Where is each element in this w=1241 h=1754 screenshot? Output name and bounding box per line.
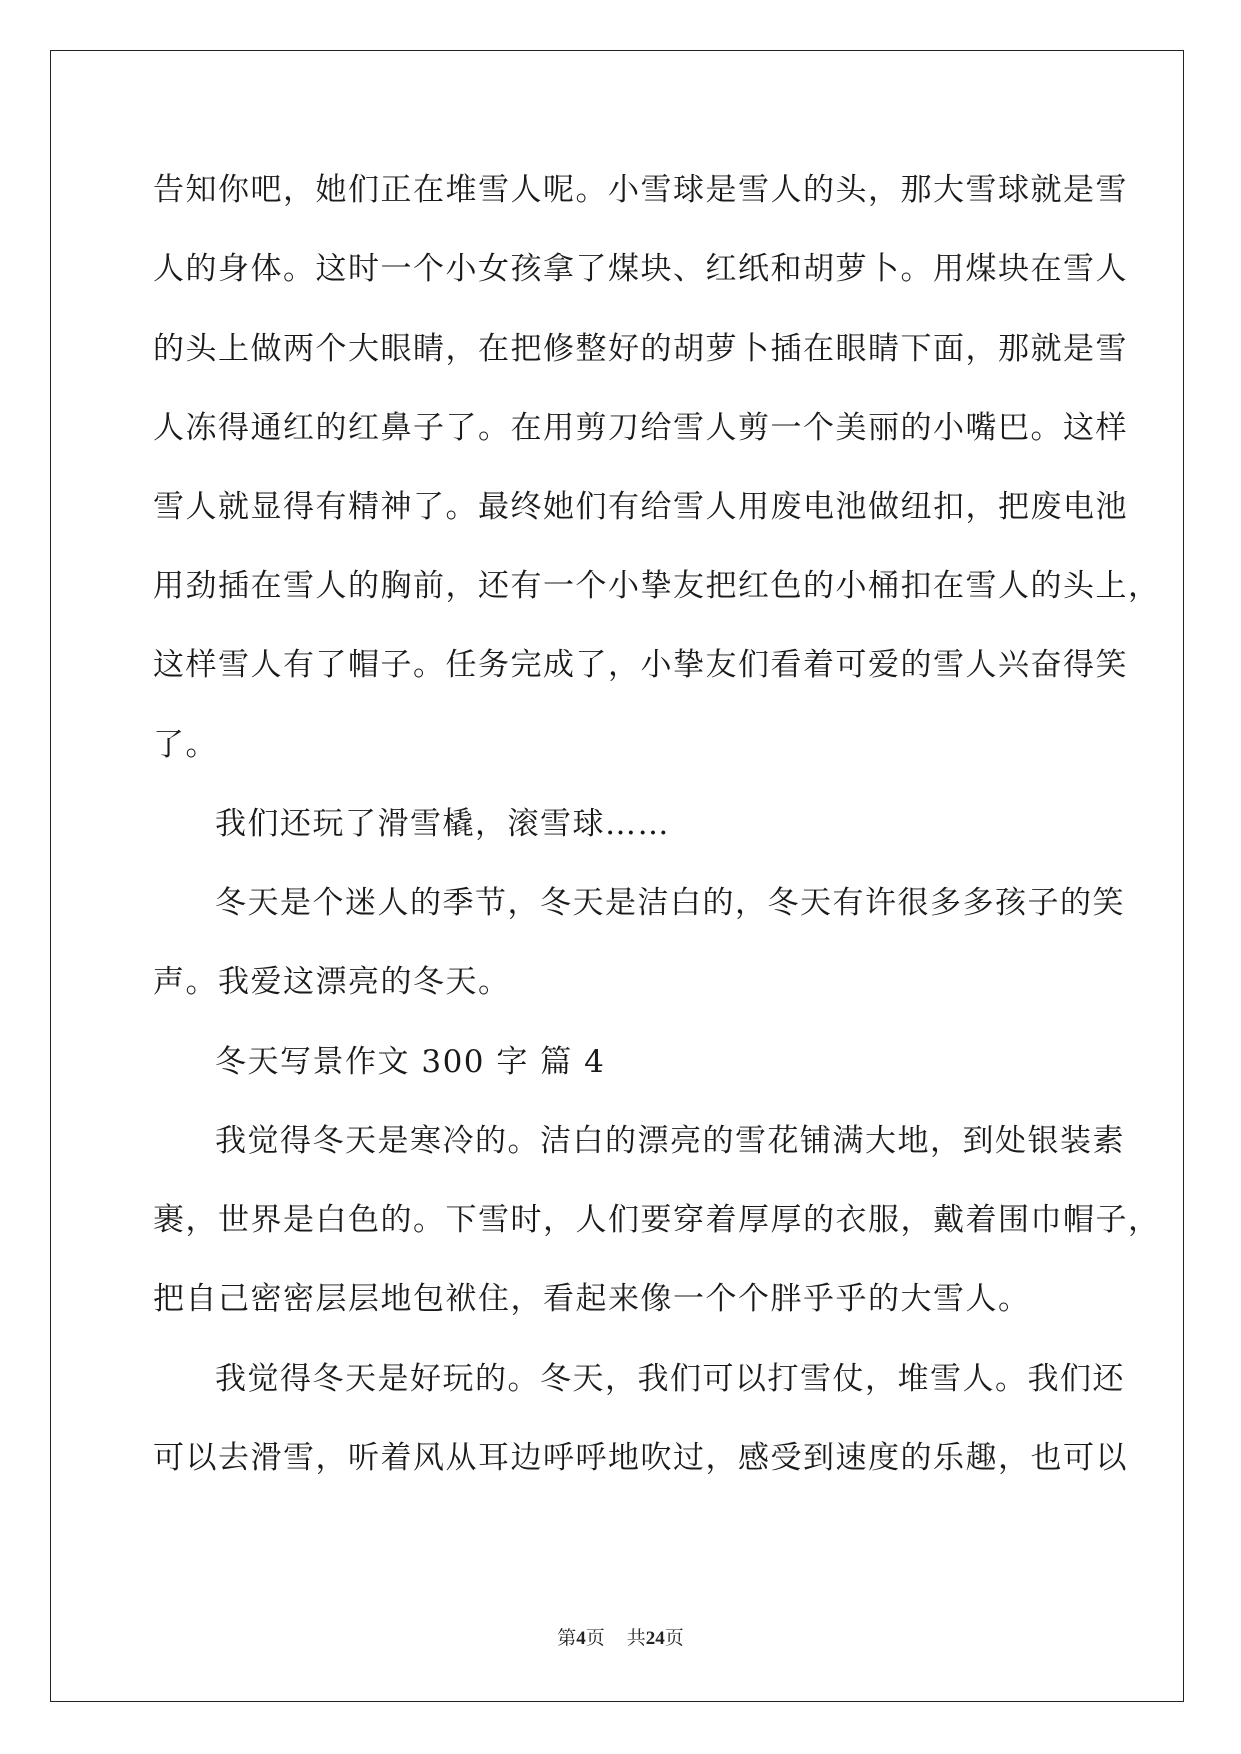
page-total bbox=[627, 1627, 684, 1649]
paragraph-line: 我们还玩了滑雪橇，滚雪球…… bbox=[215, 806, 670, 842]
paragraph-line: 可以去滑雪，听着风从耳边呼呼地吹过，感受到速度的乐趣，也可以 bbox=[153, 1440, 1128, 1476]
paragraph-line: 把自己密密层层地包袱住，看起来像一个个胖乎乎的大雪人。 bbox=[153, 1281, 1031, 1317]
total-suffix: 页 bbox=[664, 1627, 684, 1649]
paragraph-line: 这样雪人有了帽子。任务完成了，小挚友们看着可爱的雪人兴奋得笑 bbox=[153, 647, 1128, 683]
paragraph-line: 我觉得冬天是寒冷的。洁白的漂亮的雪花铺满大地，到处银装素 bbox=[215, 1123, 1125, 1159]
paragraph-line: 雪人就显得有精神了。最终她们有给雪人用废电池做纽扣，把废电池 bbox=[153, 489, 1128, 525]
paragraph-line: 声。我爱这漂亮的冬天。 bbox=[153, 964, 511, 1000]
paragraph-line: 告知你吧，她们正在堆雪人呢。小雪球是雪人的头，那大雪球就是雪 bbox=[153, 172, 1128, 208]
paragraph-line: 裹，世界是白色的。下雪时，人们要穿着厚厚的衣服，戴着围巾帽子， bbox=[153, 1202, 1161, 1238]
paragraph-line: 的头上做两个大眼睛，在把修整好的胡萝卜插在眼睛下面，那就是雪 bbox=[153, 331, 1128, 367]
paragraph-line: 了。 bbox=[153, 727, 218, 763]
paragraph-line: 用劲插在雪人的胸前，还有一个小挚友把红色的小桶扣在雪人的头上， bbox=[153, 568, 1161, 604]
total-prefix: 共 bbox=[626, 1627, 646, 1649]
current-page: 4 bbox=[576, 1628, 586, 1649]
page-number bbox=[557, 1627, 605, 1649]
page-suffix: 页 bbox=[585, 1627, 605, 1649]
paragraph-line: 人的身体。这时一个小女孩拿了煤块、红纸和胡萝卜。用煤块在雪人 bbox=[153, 251, 1128, 287]
total-pages: 24 bbox=[645, 1628, 665, 1649]
paragraph-line: 我觉得冬天是好玩的。冬天，我们可以打雪仗，堆雪人。我们还 bbox=[215, 1361, 1125, 1397]
paragraph-line: 人冻得通红的红鼻子了。在用剪刀给雪人剪一个美丽的小嘴巴。这样 bbox=[153, 410, 1128, 446]
section-heading: 冬天写景作文 300 字 篇 4 bbox=[215, 1044, 606, 1080]
page-footer bbox=[0, 1626, 1241, 1651]
page-prefix: 第 bbox=[557, 1627, 577, 1649]
paragraph-line: 冬天是个迷人的季节，冬天是洁白的，冬天有许很多多孩子的笑 bbox=[215, 885, 1125, 921]
